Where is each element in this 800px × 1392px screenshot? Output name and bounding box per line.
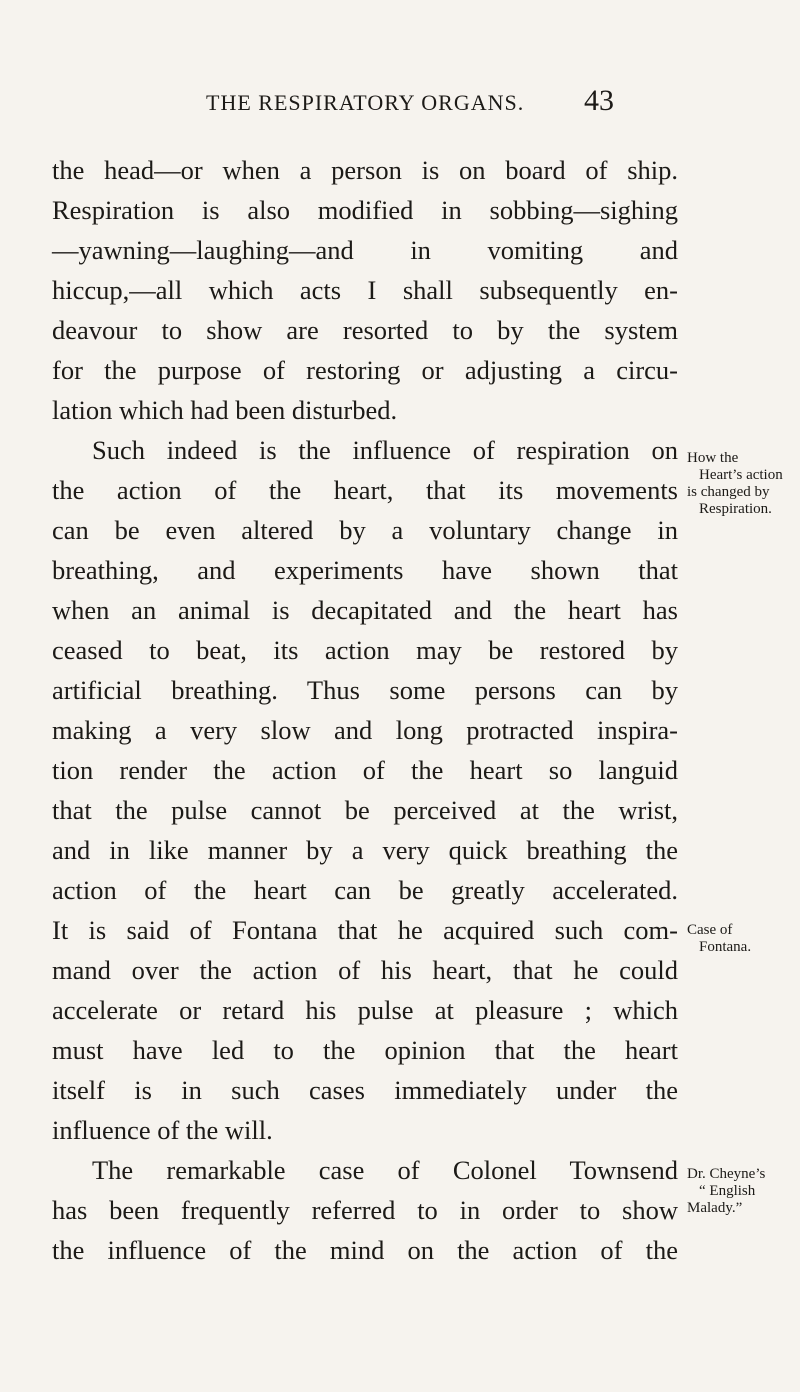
margin-note-line: Dr. Cheyne’s	[687, 1166, 766, 1182]
running-head-title: THE RESPIRATORY ORGANS.	[206, 90, 525, 115]
text-line: action of the heart can be greatly accelerated.	[52, 875, 678, 905]
margin-note-line: How the	[687, 450, 739, 466]
margin-note-line: Heart’s action	[699, 467, 783, 483]
text-line: can be even altered by a voluntary change in	[52, 515, 678, 545]
text-line: itself is in such cases immediately under the	[52, 1075, 678, 1105]
margin-note-line: Case of	[687, 922, 733, 938]
text-line: Such indeed is the influence of respiration on	[92, 435, 678, 465]
margin-note-line: Fontana.	[699, 939, 752, 955]
text-line: —yawning—laughing—and in vomiting and	[52, 235, 678, 265]
text-line: breathing, and experiments have shown that	[52, 555, 678, 585]
text-line: It is said of Fontana that he acquired such com-	[52, 915, 678, 945]
text-line: hiccup,—all which acts I shall subsequently en-	[52, 275, 678, 305]
text-line: that the pulse cannot be perceived at the wrist,	[52, 795, 678, 825]
text-line: Respiration is also modified in sobbing—sighing	[52, 195, 678, 225]
text-line: artificial breathing. Thus some persons can by	[52, 675, 678, 705]
text-line: the influence of the mind on the action of the	[52, 1235, 678, 1265]
margin-note-heart-action	[687, 450, 797, 518]
text-line: The remarkable case of Colonel Townsend	[92, 1155, 678, 1185]
text-line: the head—or when a person is on board of ship.	[52, 155, 678, 185]
text-line: and in like manner by a very quick breathing the	[52, 835, 678, 865]
text-line: tion render the action of the heart so languid	[52, 755, 678, 785]
text-line: ceased to beat, its action may be restored by	[52, 635, 678, 665]
margin-note-line: “ English	[699, 1183, 756, 1199]
text-line: deavour to show are resorted to by the system	[52, 315, 678, 345]
text-line: for the purpose of restoring or adjusting a circu-	[52, 355, 678, 385]
text-line: lation which had been disturbed.	[52, 395, 398, 425]
text-line: accelerate or retard his pulse at pleasure ; which	[52, 995, 678, 1025]
margin-note-line: is changed by	[687, 484, 770, 500]
page-number: 43	[584, 84, 614, 117]
margin-note-line: Malady.”	[687, 1200, 743, 1216]
margin-note-cheyne	[687, 1166, 797, 1217]
text-line: the action of the heart, that its movements	[52, 475, 678, 505]
text-line: has been frequently referred to in order to show	[52, 1195, 678, 1225]
margin-note-line: Respiration.	[699, 501, 772, 517]
text-line: when an animal is decapitated and the heart has	[52, 595, 678, 625]
margin-note-fontana	[687, 922, 797, 956]
text-line: influence of the will.	[52, 1115, 273, 1145]
text-line: mand over the action of his heart, that he could	[52, 955, 678, 985]
text-line: must have led to the opinion that the heart	[52, 1035, 678, 1065]
running-head	[0, 84, 800, 124]
text-line: making a very slow and long protracted inspira-	[52, 715, 678, 745]
